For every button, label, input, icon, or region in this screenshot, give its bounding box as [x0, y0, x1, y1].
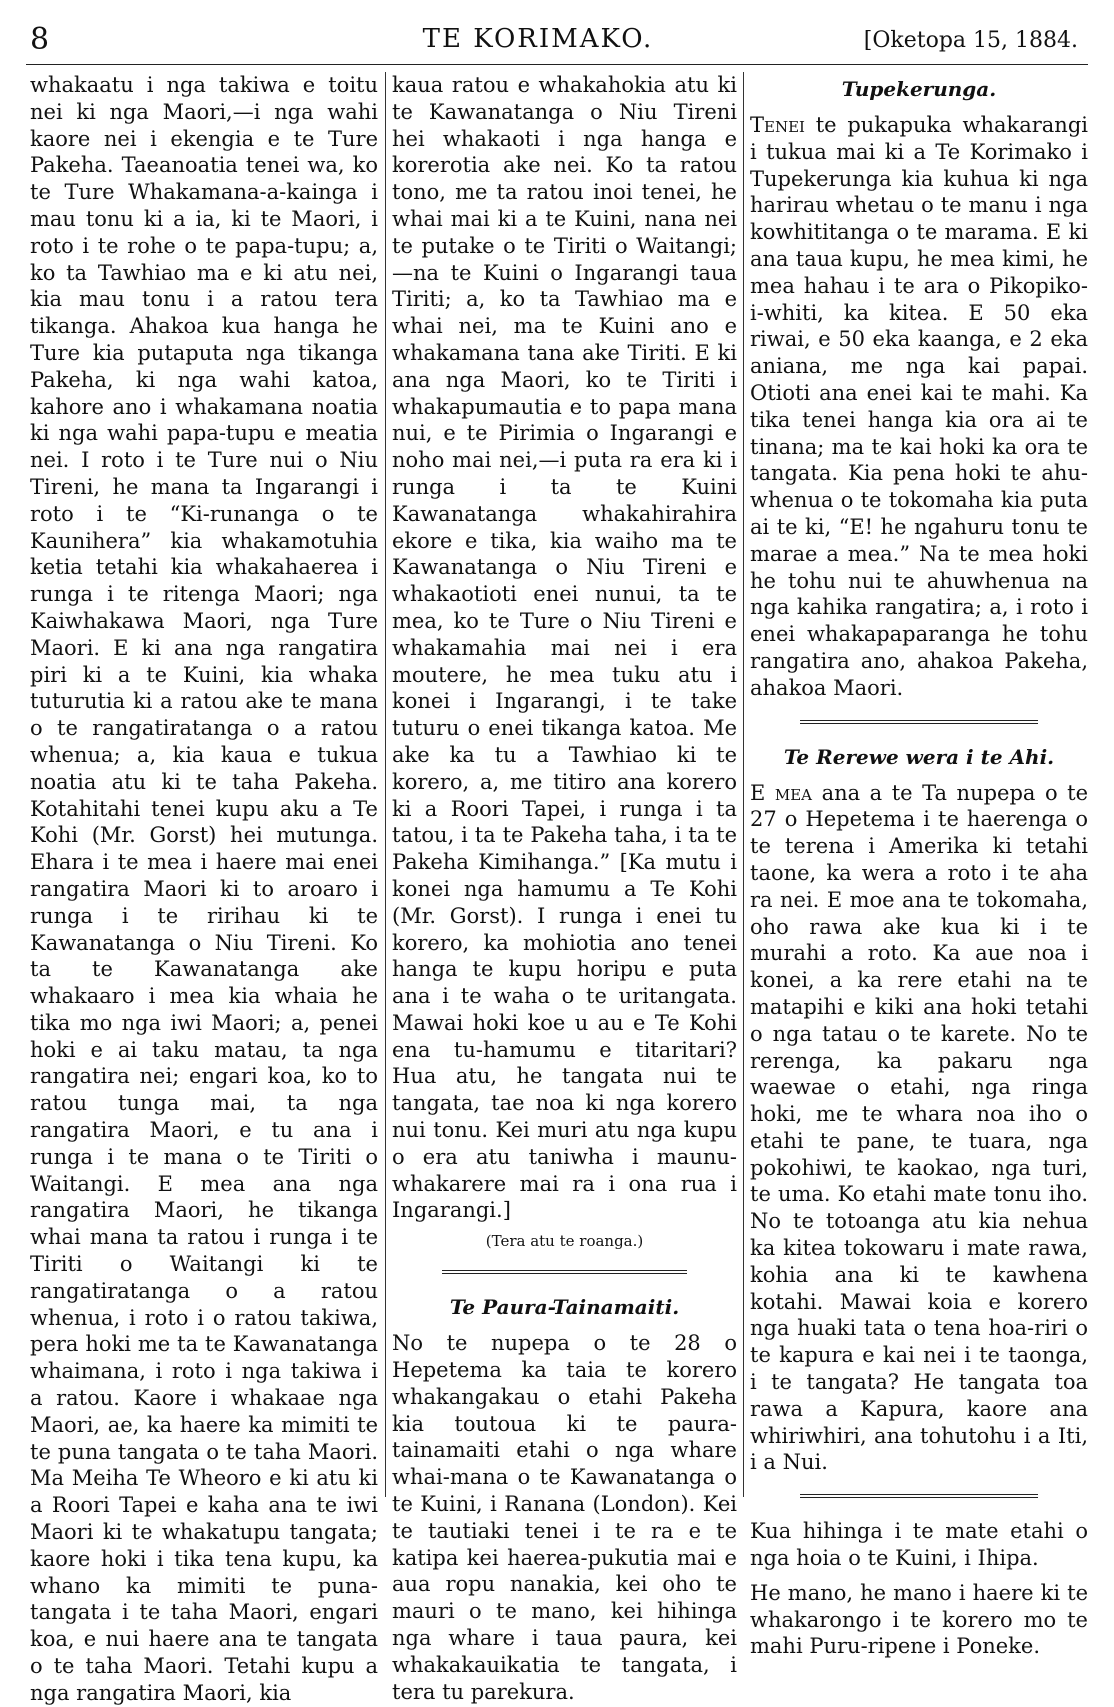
article-title-tupekerunga: Tupekerunga.: [841, 77, 997, 101]
newspaper-title: TE KORIMAKO.: [422, 24, 654, 54]
article-text-tupekerunga: te pukapuka whakarangi i tukua mai ki a Te Korimako i Tupekerunga kia kuhua ki nga harirau whetau o te manu i nga kowhititanga o te marama. E ki ana taua kupu, he mea kimi, he mea hahau i te ara o Pikopiko-i-whiti, ka kitea. E 50 eka riwai, e 50 eka kaanga, e 2 eka aniana, me nga kai papai. Otioti ana enei kai te mahi. Ka tika tenei hanga kia ora ai te tinana; ma te kai hoki ka ora te tangata. Kia pena hoki te ahu-whenua o te tokomaha kia puta ai te ki, “E! he ngahuru tonu te marae a mea.” Na te mea hoki he tohu nui te ahuwhenua na nga kahika rangatira; a, i roto i enei whakapaparanga he tohu rangatira ano, ahakoa Pakeha, ahakoa Maori.: [750, 113, 1088, 700]
article-lead-tupekerunga: Tenei: [750, 113, 805, 137]
article-text-rerewe: ana a te Ta nupepa o te 27 o Hepetema i te haerenga o te terena i Amerika ki tetahi taone, ka wera a roto i te aha ra nei. E moe ana te tokomaha, oho rawa ake kua ki i te murahi a roto. Ka aue noa i konei, a ka rere etahi na te matapihi e kiki ana hoki tetahi o nga tatau o te karete. No te rerenga, ka pakaru nga waewae o etahi, nga ringa hoki, me te whara noa iho o etahi te pane, te tuara, nga pokohiwi, te kaokao, nga turi, te uma. Ko etahi mate tonu iho. No te totoanga atu kia nehua ka kitea tokowaru i mate rawa, kohia ana ki te kawhena kotahi. Mawai koia e korero nga huaki tata o tena hoa-riri o te kapura e kai nei i te taonga, i te tangata? He tangata toa rawa a Kapura, kaore ana whiriwhiri, ana tohutohu i a Iti, i a Nui.: [750, 780, 1088, 1475]
section-divider: [442, 1270, 687, 1276]
page-header: [0, 22, 1114, 62]
issue-date: [Oketopa 15, 1884.: [863, 28, 1078, 53]
column-rule: [385, 72, 386, 1497]
article-body-paura: No te nupepa o te 28 o Hepetema ka taia te korero whakangakau o etahi Pakeha kia toutoua ki te paura-tainamaiti etahi o nga whare whai-mana o te Kawanatanga o te Kuini, i Ranana (London). Kei te tautiaki tenei i te ra e te katipa kei haerea-pukutia mai e aua ropu nanakia, kei oho te mauri o te mano, kei hihinga nga whare i taua paura, kei whakakauikatia te tangata, i tera tu parekura.: [392, 1331, 737, 1704]
brief-item: Kua hihinga i te mate etahi o nga hoia o te Kuini, i Ihipa.: [750, 1519, 1088, 1571]
column-3: [750, 72, 1088, 1659]
section-divider: [800, 720, 1038, 726]
page-number: 8: [30, 22, 50, 57]
article-title-rerewe: Te Rerewe wera i te Ahi.: [783, 744, 1055, 769]
column-2: [392, 72, 737, 1704]
column-rule: [743, 72, 744, 1497]
article-title-paura: Te Paura-Tainamaiti.: [449, 1295, 680, 1320]
column-1: [30, 72, 378, 1705]
article-body-rerewe: [750, 780, 1088, 1477]
column-1-text: whakaatu i nga takiwa e toitu nei ki nga Maori,—i nga wahi kaore nei i ekengia e te Ture Pakeha. Taeanoatia tenei wa, ko te Ture Whakamana-a-kainga i mau tonu ki a ia, ki te Maori, i roto i te rohe o te papa-tupu; a, ko ta Tawhiao ma e ki atu nei, kia mau tonu i a ratou tera tikanga. Ahakoa kua hanga he Ture kia putaputa nga tikanga Pakeha, ki nga wahi katoa, kahore ano i whakamana noatia ki nga wahi papa-tupu e meatia nei. I roto i te Ture nui o Niu Tireni, he mana ta Ingarangi i roto i te “Ki-runanga o te Kaunihera” kia whakamotuhia ketia tetahi kia whakahaerea i runga i te ritenga Maori; nga Kaiwhakawa Maori, nga Ture Maori. E ki ana nga rangatira piri ki a te Kuini, kia whaka tuturutia ki a ratou ake te mana o te rangatiratanga o a ratou whenua; a, kia kaua e tukua noatia atu ki te taha Pakeha. Kotahitahi tenei kupu aku a Te Kohi (Mr. Gorst) hei mutunga. Ehara i te mea i haere mai enei rangatira Maori ki to aroaro i runga i te ririhau ki te Kawanatanga o Niu Tireni. Ko ta te Kawanatanga ake whakaaro i mea kia whaia he tika mo nga iwi Maori; a, penei hoki e ai taku matau, ta nga rangatira nei; engari koa, ko to ratou tunga mai, ta nga rangatira Maori, e tu ana i runga i te mana o te Tiriti o Waitangi. E mea ana nga rangatira Maori, he tikanga whai mana ta ratou i runga i te Tiriti o Waitangi ki te rangatiratanga o a ratou whenua, i roto i o ratou takiwa, pera hoki me ta te Kawanatanga whaimana, i roto i nga takiwa i a ratou. Kaore i whakaae nga Maori, ae, ka haere ka mimiti te te puna tangata o te taha Maori. Ma Meiha Te Wheoro e ki atu ki a Roori Tapei e kaha ana te iwi Maori ki te whakatupu tangata; kaore hoki i tika tena kupu, ka whano ka mimiti te puna-tangata i te taha Maori, engari koa, e nui haere ana te tangata o te taha Maori. Tetahi kupu a nga rangatira Maori, kia: [30, 73, 378, 1705]
column-2-text: kaua ratou e whakahokia atu ki te Kawanatanga o Niu Tireni hei whakaoti i nga hanga e korerotia ake nei. Ko ta ratou tono, me ta ratou inoi tenei, he whai mai ki a te Kuini, nana nei te putake o te Tiriti o Waitangi; —na te Kuini o Ingarangi taua Tiriti; a, ko ta Tawhiao ma e whai nei, ma te Kuini ano e whakamana tana ake Tiriti. E ki ana nga Maori, ko te Tiriti i whakapumautia e to papa mana nui, e te Pirimia o Ingarangi e noho mai nei,—i puta ra era ki i runga i ta te Kuini Kawanatanga whakahirahira ekore e tika, kia waiho ma te Kawanatanga o Niu Tireni e whakaotioti enei nunui, ta te mea, ko te Ture o Niu Tireni e whakamahia mai nei i era moutere, he mea tuku atu i konei i Ingarangi, i te take tuturu o enei tikanga katoa. Me ake ka tu a Tawhiao ki te korero, a, me titiro ana korero ki a Roori Tapei, i runga i ta tatou, i ta te Pakeha taha, i ta te Pakeha Kimihanga.” [Ka mutu i konei nga hamumu a Te Kohi (Mr. Gorst). I runga i enei tu korero, ka mohiotia ano tenei hanga te kupu horipu e puta ana i te waha o te uritangata. Mawai hoki koe u au e Te Kohi ena tu-hamumu e titaritari? Hua atu, he tangata nui te tangata, tae noa ki nga korero nui tonu. Kei muri atu nga kupu o era atu taniwha i maunu-whakarere mai ra i ona rua i Ingarangi.]: [392, 73, 737, 1223]
continued-note: (Tera atu te roanga.): [485, 1232, 644, 1251]
article-lead-rerewe: E mea: [750, 780, 813, 805]
article-body-tupekerunga: [750, 112, 1088, 702]
brief-item: He mano, he mano i haere ki te whakarongo i te korero mo te mahi Puru-ripene i Poneke.: [750, 1580, 1088, 1659]
section-divider: [800, 1494, 1038, 1500]
header-rule: [26, 64, 1088, 65]
